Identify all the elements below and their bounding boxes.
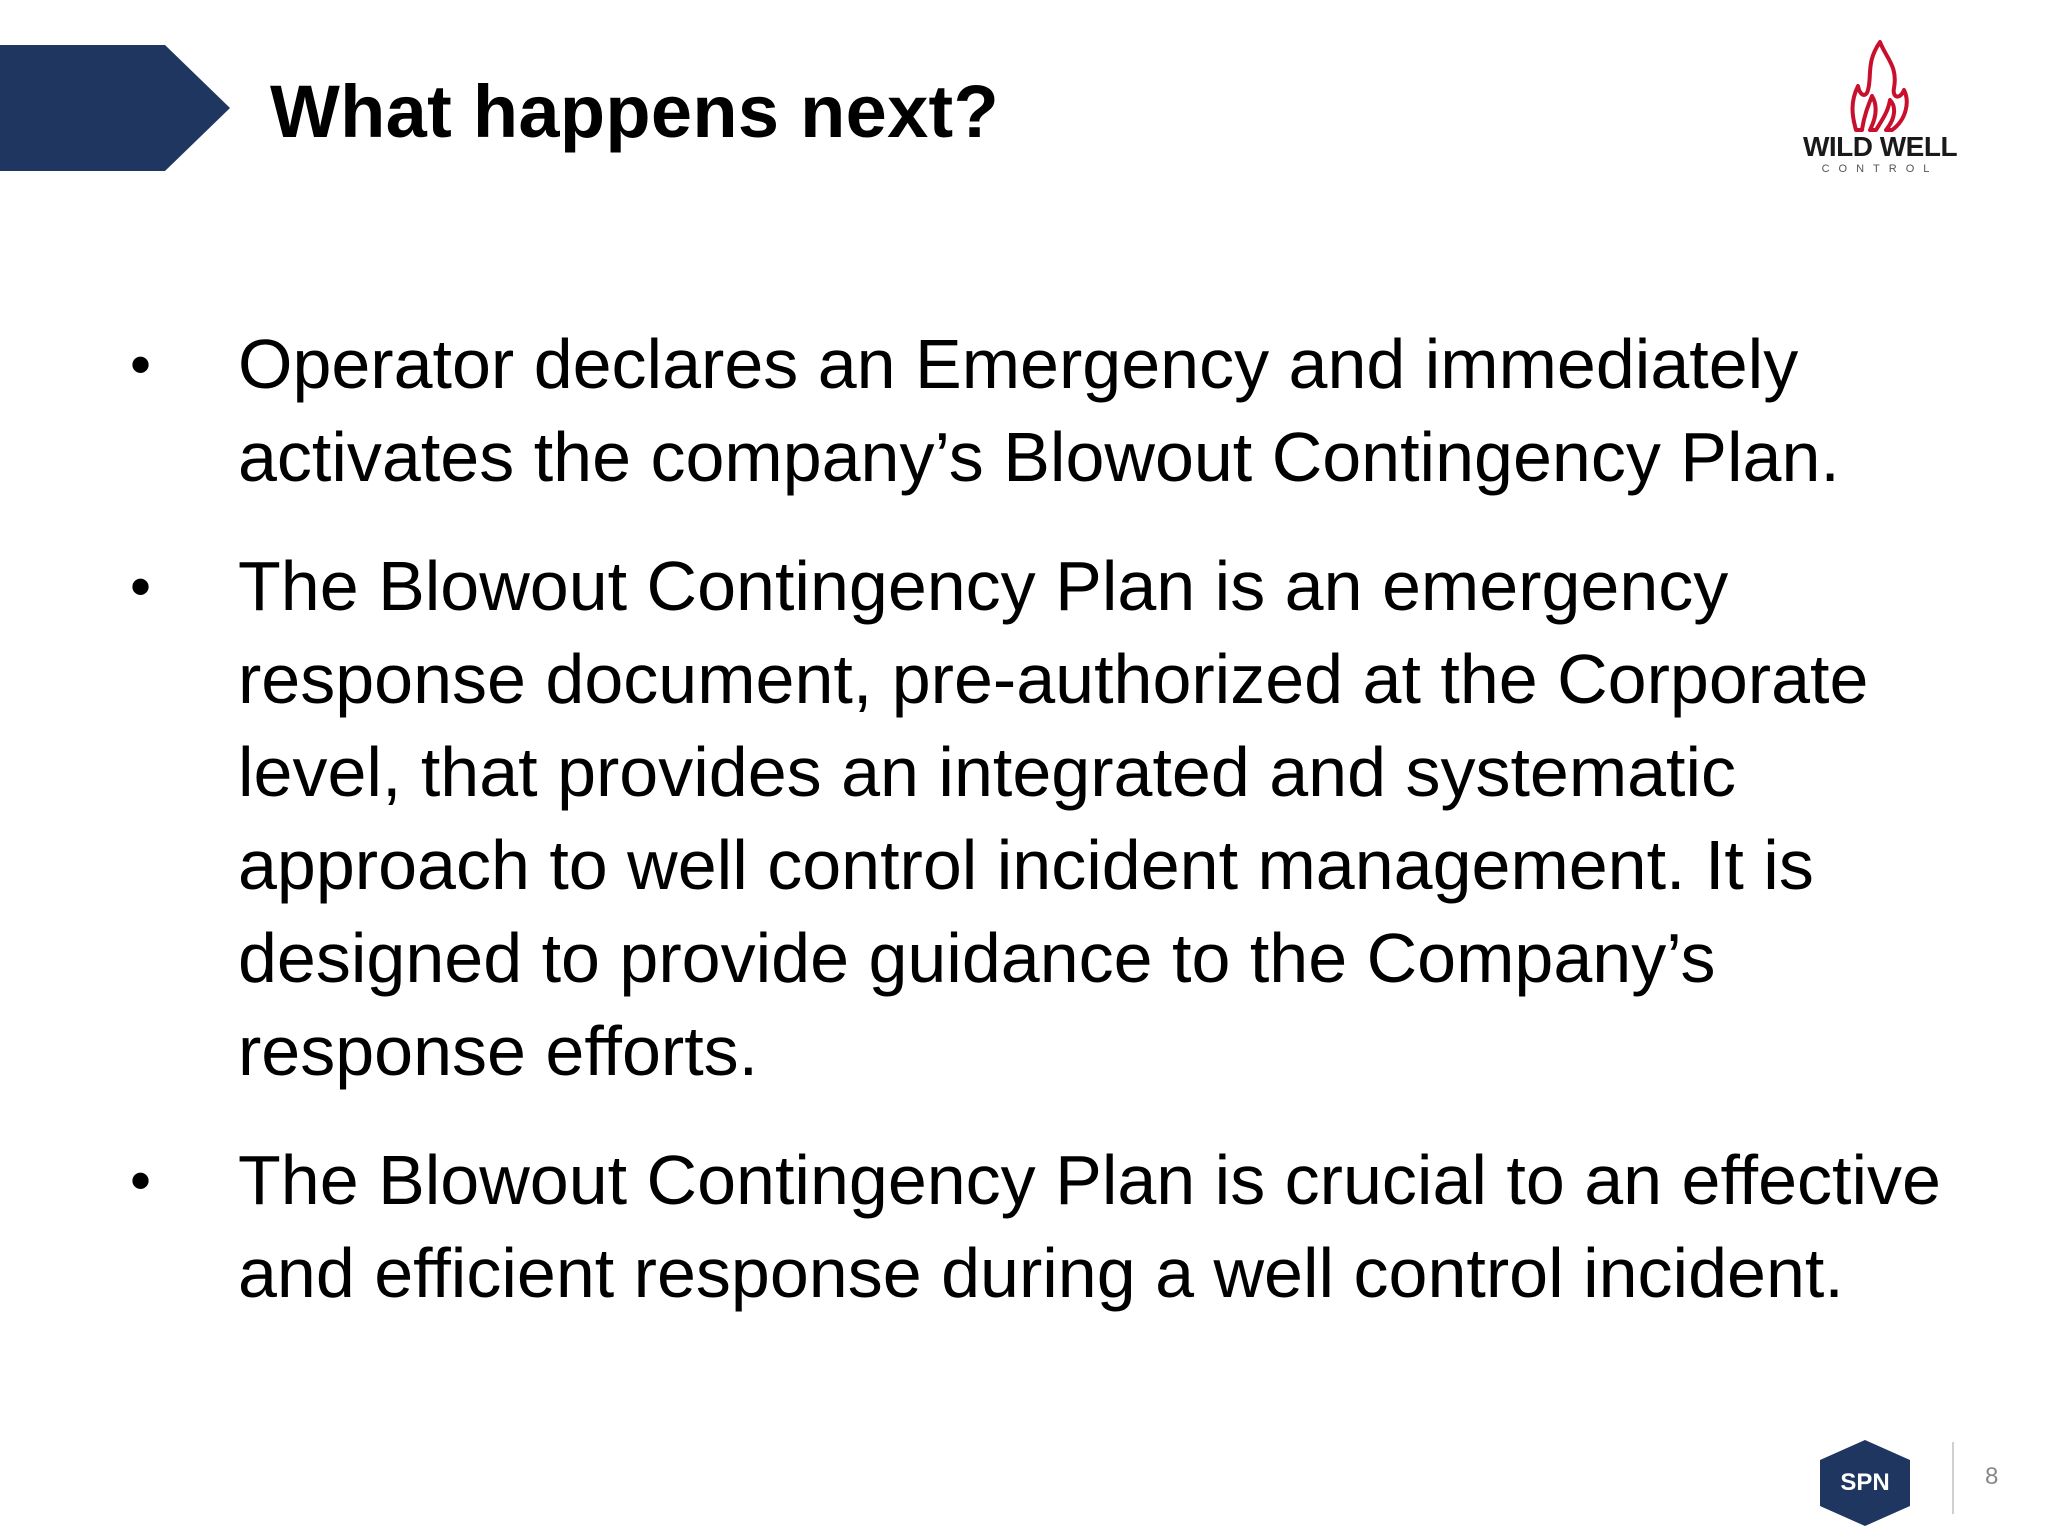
logo-subtitle: CONTROL <box>1821 163 1939 175</box>
bullet-marker: • <box>130 331 152 398</box>
logo-name: WILD WELL <box>1802 131 1958 162</box>
bullet-text: The Blowout Contingency Plan is crucial to an effective and efficient response during a well control incident. <box>238 1141 1941 1312</box>
footer-divider <box>1952 1442 1954 1514</box>
spn-badge-label: SPN <box>1840 1469 1890 1496</box>
bullet-item <box>130 1134 1941 1320</box>
slide-title: What happens next? <box>270 70 999 153</box>
bullet-item <box>130 540 1930 1098</box>
company-logo <box>1780 40 1980 180</box>
bullet-list <box>130 318 1941 1356</box>
bullet-text: The Blowout Contingency Plan is an emergency response document, pre-authorized at the Corporate level, that provides an integrated and systematic approach to well control incident management. It is designed to provide guidance to the Company’s response efforts. <box>238 547 1869 1090</box>
bullet-marker: • <box>130 1147 152 1214</box>
flame-icon <box>1840 40 1920 132</box>
title-accent-arrow <box>0 45 230 171</box>
bullet-marker: • <box>130 553 152 620</box>
spn-badge <box>1820 1440 1910 1526</box>
bullet-text: Operator declares an Emergency and immediately activates the company’s Blowout Contingency Plan. <box>238 325 1840 496</box>
bullet-item <box>130 318 1930 504</box>
page-number: 8 <box>1985 1463 1999 1490</box>
